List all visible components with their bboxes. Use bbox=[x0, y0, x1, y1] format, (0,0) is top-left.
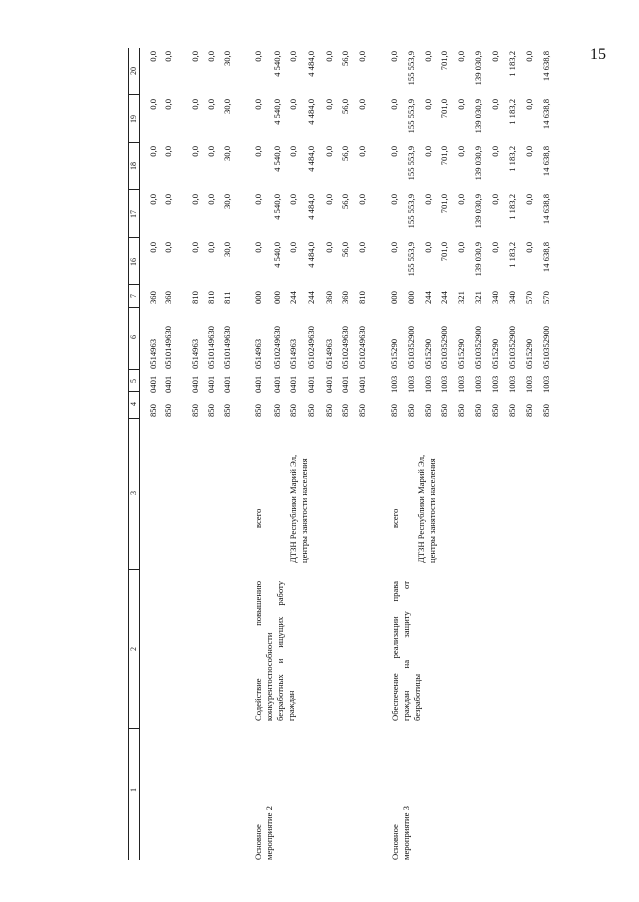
value-col-17: 0,0 bbox=[490, 194, 500, 205]
value-col-20: 139 030,9 bbox=[473, 51, 483, 86]
value-col-19: 30,0 bbox=[222, 99, 232, 115]
expense-type: 244 bbox=[306, 291, 316, 304]
value-col-18: 0,0 bbox=[253, 146, 263, 157]
section-code: 1003 bbox=[541, 375, 551, 393]
grbs-code: 850 bbox=[190, 404, 200, 417]
target-article: 0515290 bbox=[456, 338, 466, 369]
target-article: 0514963 bbox=[288, 338, 298, 369]
value-col-17: 155 553,9 bbox=[406, 194, 416, 229]
value-col-16: 155 553,9 bbox=[406, 242, 416, 277]
value-col-18: 0,0 bbox=[190, 146, 200, 157]
group-1-description bbox=[253, 581, 297, 721]
header-separator bbox=[128, 418, 139, 419]
group-name-line: Основное bbox=[253, 824, 263, 860]
header-separator bbox=[128, 728, 139, 729]
group-2-total-label: всего bbox=[390, 508, 400, 528]
expense-type: 321 bbox=[456, 291, 466, 304]
grbs-code: 850 bbox=[253, 404, 263, 417]
executor-line: центры занятости населения bbox=[427, 458, 437, 563]
value-col-16: 0,0 bbox=[324, 242, 334, 253]
section-code: 1003 bbox=[456, 375, 466, 393]
value-col-19: 56,0 bbox=[340, 99, 350, 115]
value-col-17: 0,0 bbox=[324, 194, 334, 205]
column-header: 19 bbox=[129, 115, 138, 123]
header-separator bbox=[128, 284, 139, 285]
target-article: 0510249630 bbox=[306, 326, 316, 369]
column-header: 6 bbox=[129, 335, 138, 339]
description-line: безработных и ищущих работу bbox=[275, 581, 285, 721]
value-col-19: 155 553,9 bbox=[406, 99, 416, 134]
expense-type: 811 bbox=[222, 291, 232, 304]
section-code: 0401 bbox=[340, 375, 350, 393]
group-2-executor bbox=[416, 418, 438, 563]
expense-type: 000 bbox=[253, 291, 263, 304]
value-col-17: 0,0 bbox=[163, 194, 173, 205]
value-col-17: 0,0 bbox=[423, 194, 433, 205]
value-col-17: 0,0 bbox=[206, 194, 216, 205]
group-1-executor bbox=[288, 418, 310, 563]
value-col-18: 0,0 bbox=[148, 146, 158, 157]
value-col-19: 139 030,9 bbox=[473, 99, 483, 134]
value-col-18: 0,0 bbox=[288, 146, 298, 157]
grbs-code: 850 bbox=[206, 404, 216, 417]
value-col-18: 0,0 bbox=[456, 146, 466, 157]
group-1-name bbox=[253, 740, 275, 860]
section-code: 0401 bbox=[324, 375, 334, 393]
grbs-code: 850 bbox=[524, 404, 534, 417]
grbs-code: 850 bbox=[163, 404, 173, 417]
value-col-20: 56,0 bbox=[340, 51, 350, 67]
value-col-19: 0,0 bbox=[288, 99, 298, 110]
value-col-20: 30,0 bbox=[222, 51, 232, 67]
value-col-19: 0,0 bbox=[357, 99, 367, 110]
column-header: 2 bbox=[129, 647, 138, 651]
value-col-16: 0,0 bbox=[389, 242, 399, 253]
rotated-table bbox=[128, 48, 598, 860]
target-article: 0514963 bbox=[253, 338, 263, 369]
section-code: 1003 bbox=[473, 375, 483, 393]
target-article: 0514963 bbox=[324, 338, 334, 369]
value-col-17: 0,0 bbox=[190, 194, 200, 205]
value-col-17: 139 030,9 bbox=[473, 194, 483, 229]
grbs-code: 850 bbox=[357, 404, 367, 417]
value-col-17: 701,0 bbox=[439, 194, 449, 214]
grbs-code: 850 bbox=[439, 404, 449, 417]
section-code: 0401 bbox=[253, 375, 263, 393]
value-col-16: 0,0 bbox=[524, 242, 534, 253]
section-code: 0401 bbox=[148, 375, 158, 393]
expense-type: 321 bbox=[473, 291, 483, 304]
value-col-18: 14 638,8 bbox=[541, 146, 551, 177]
description-line: Обеспечение реализации права bbox=[390, 581, 400, 721]
section-code: 1003 bbox=[389, 375, 399, 393]
expense-type: 570 bbox=[524, 291, 534, 304]
expense-type: 244 bbox=[423, 291, 433, 304]
executor-line: центры занятости населения bbox=[299, 458, 309, 563]
value-col-19: 0,0 bbox=[148, 99, 158, 110]
value-col-20: 0,0 bbox=[288, 51, 298, 62]
value-col-20: 701,0 bbox=[439, 51, 449, 71]
header-separator bbox=[128, 189, 139, 190]
value-col-20: 0,0 bbox=[253, 51, 263, 62]
expense-type: 000 bbox=[272, 291, 282, 304]
value-col-20: 0,0 bbox=[324, 51, 334, 62]
group-name-line: Основное bbox=[390, 824, 400, 860]
value-col-16: 0,0 bbox=[148, 242, 158, 253]
value-col-17: 0,0 bbox=[253, 194, 263, 205]
value-col-19: 0,0 bbox=[253, 99, 263, 110]
column-header: 3 bbox=[129, 491, 138, 495]
target-article: 0510149630 bbox=[163, 326, 173, 369]
section-code: 0401 bbox=[190, 375, 200, 393]
value-col-18: 0,0 bbox=[357, 146, 367, 157]
value-col-18: 701,0 bbox=[439, 146, 449, 166]
value-col-16: 0,0 bbox=[163, 242, 173, 253]
value-col-20: 0,0 bbox=[190, 51, 200, 62]
value-col-16: 0,0 bbox=[206, 242, 216, 253]
grbs-code: 850 bbox=[507, 404, 517, 417]
value-col-19: 4 540,0 bbox=[272, 99, 282, 125]
value-col-18: 56,0 bbox=[340, 146, 350, 162]
target-article: 0510352900 bbox=[406, 326, 416, 369]
value-col-17: 0,0 bbox=[456, 194, 466, 205]
value-col-19: 14 638,8 bbox=[541, 99, 551, 130]
expense-type: 360 bbox=[148, 291, 158, 304]
value-col-19: 0,0 bbox=[163, 99, 173, 110]
target-article: 0510249630 bbox=[357, 326, 367, 369]
section-code: 1003 bbox=[524, 375, 534, 393]
value-col-19: 0,0 bbox=[423, 99, 433, 110]
column-header: 17 bbox=[129, 210, 138, 218]
target-article: 0510352900 bbox=[439, 326, 449, 369]
expense-type: 360 bbox=[324, 291, 334, 304]
target-article: 0514963 bbox=[190, 338, 200, 369]
value-col-16: 139 030,9 bbox=[473, 242, 483, 277]
group-2-description bbox=[390, 581, 423, 721]
value-col-16: 0,0 bbox=[490, 242, 500, 253]
column-header: 1 bbox=[129, 788, 138, 792]
expense-type: 360 bbox=[163, 291, 173, 304]
value-col-19: 701,0 bbox=[439, 99, 449, 119]
value-col-20: 0,0 bbox=[206, 51, 216, 62]
section-code: 0401 bbox=[306, 375, 316, 393]
expense-type: 570 bbox=[541, 291, 551, 304]
value-col-20: 14 638,8 bbox=[541, 51, 551, 82]
section-code: 0401 bbox=[163, 375, 173, 393]
value-col-17: 14 638,8 bbox=[541, 194, 551, 225]
value-col-18: 0,0 bbox=[163, 146, 173, 157]
expense-type: 810 bbox=[190, 291, 200, 304]
executor-line: ДТЗН Республики Марий Эл, bbox=[416, 454, 426, 563]
group-name-line: мероприятие 3 bbox=[401, 806, 411, 860]
value-col-16: 0,0 bbox=[190, 242, 200, 253]
grbs-code: 850 bbox=[406, 404, 416, 417]
section-code: 0401 bbox=[357, 375, 367, 393]
value-col-18: 30,0 bbox=[222, 146, 232, 162]
target-article: 0510249630 bbox=[272, 326, 282, 369]
value-col-20: 0,0 bbox=[490, 51, 500, 62]
header-separator bbox=[128, 237, 139, 238]
value-col-19: 4 484,0 bbox=[306, 99, 316, 125]
value-col-17: 1 183,2 bbox=[507, 194, 517, 220]
grbs-code: 850 bbox=[456, 404, 466, 417]
value-col-18: 0,0 bbox=[324, 146, 334, 157]
value-col-18: 4 540,0 bbox=[272, 146, 282, 172]
value-col-16: 30,0 bbox=[222, 242, 232, 258]
value-col-16: 0,0 bbox=[456, 242, 466, 253]
target-article: 0515290 bbox=[423, 338, 433, 369]
value-col-16: 0,0 bbox=[253, 242, 263, 253]
value-col-16: 14 638,8 bbox=[541, 242, 551, 273]
description-line: безработицы bbox=[412, 674, 422, 721]
target-article: 0510352900 bbox=[541, 326, 551, 369]
value-col-17: 30,0 bbox=[222, 194, 232, 210]
column-header: 7 bbox=[129, 294, 138, 298]
value-col-20: 0,0 bbox=[357, 51, 367, 62]
column-header: 4 bbox=[129, 402, 138, 406]
expense-type: 340 bbox=[507, 291, 517, 304]
expense-type: 360 bbox=[340, 291, 350, 304]
expense-type: 810 bbox=[357, 291, 367, 304]
section-code: 0401 bbox=[222, 375, 232, 393]
grbs-code: 850 bbox=[389, 404, 399, 417]
value-col-20: 1 183,2 bbox=[507, 51, 517, 77]
grbs-code: 850 bbox=[306, 404, 316, 417]
section-code: 0401 bbox=[288, 375, 298, 393]
value-col-16: 0,0 bbox=[288, 242, 298, 253]
section-code: 1003 bbox=[423, 375, 433, 393]
value-col-16: 4 484,0 bbox=[306, 242, 316, 268]
page-number: 15 bbox=[590, 46, 606, 63]
grbs-code: 850 bbox=[148, 404, 158, 417]
section-code: 1003 bbox=[507, 375, 517, 393]
value-col-17: 0,0 bbox=[148, 194, 158, 205]
value-col-19: 0,0 bbox=[490, 99, 500, 110]
target-article: 0515290 bbox=[490, 338, 500, 369]
value-col-18: 0,0 bbox=[389, 146, 399, 157]
grbs-code: 850 bbox=[490, 404, 500, 417]
value-col-16: 0,0 bbox=[357, 242, 367, 253]
header-separator bbox=[128, 391, 139, 392]
section-code: 1003 bbox=[406, 375, 416, 393]
value-col-19: 0,0 bbox=[190, 99, 200, 110]
value-col-18: 0,0 bbox=[206, 146, 216, 157]
target-article: 0515290 bbox=[524, 338, 534, 369]
grbs-code: 850 bbox=[272, 404, 282, 417]
value-col-20: 0,0 bbox=[148, 51, 158, 62]
section-code: 0401 bbox=[272, 375, 282, 393]
value-col-20: 4 540,0 bbox=[272, 51, 282, 77]
value-col-17: 0,0 bbox=[524, 194, 534, 205]
executor-line: ДТЗН Республики Марий Эл, bbox=[288, 454, 298, 563]
section-code: 1003 bbox=[439, 375, 449, 393]
group-2-name bbox=[390, 740, 412, 860]
header-separator bbox=[128, 569, 139, 570]
value-col-19: 0,0 bbox=[524, 99, 534, 110]
value-col-20: 4 484,0 bbox=[306, 51, 316, 77]
value-col-16: 0,0 bbox=[423, 242, 433, 253]
grbs-code: 850 bbox=[541, 404, 551, 417]
header-bottom-rule bbox=[139, 48, 140, 860]
value-col-18: 4 484,0 bbox=[306, 146, 316, 172]
value-col-18: 139 030,9 bbox=[473, 146, 483, 181]
value-col-17: 0,0 bbox=[389, 194, 399, 205]
header-separator bbox=[128, 142, 139, 143]
value-col-17: 0,0 bbox=[357, 194, 367, 205]
grbs-code: 850 bbox=[324, 404, 334, 417]
value-col-20: 0,0 bbox=[423, 51, 433, 62]
target-article: 0515290 bbox=[389, 338, 399, 369]
description-line: Содействие повышению bbox=[253, 581, 263, 721]
column-header: 16 bbox=[129, 258, 138, 266]
value-col-20: 0,0 bbox=[163, 51, 173, 62]
expense-type: 000 bbox=[389, 291, 399, 304]
section-code: 1003 bbox=[490, 375, 500, 393]
value-col-17: 0,0 bbox=[288, 194, 298, 205]
value-col-20: 0,0 bbox=[524, 51, 534, 62]
column-header: 20 bbox=[129, 67, 138, 75]
target-article: 0510149630 bbox=[222, 326, 232, 369]
grbs-code: 850 bbox=[340, 404, 350, 417]
value-col-19: 0,0 bbox=[324, 99, 334, 110]
value-col-16: 56,0 bbox=[340, 242, 350, 258]
value-col-18: 0,0 bbox=[423, 146, 433, 157]
header-separator bbox=[128, 94, 139, 95]
value-col-19: 1 183,2 bbox=[507, 99, 517, 125]
value-col-19: 0,0 bbox=[206, 99, 216, 110]
grbs-code: 850 bbox=[473, 404, 483, 417]
value-col-18: 0,0 bbox=[524, 146, 534, 157]
expense-type: 244 bbox=[439, 291, 449, 304]
grbs-code: 850 bbox=[423, 404, 433, 417]
value-col-19: 0,0 bbox=[389, 99, 399, 110]
value-col-16: 701,0 bbox=[439, 242, 449, 262]
value-col-19: 0,0 bbox=[456, 99, 466, 110]
value-col-18: 1 183,2 bbox=[507, 146, 517, 172]
header-separator bbox=[128, 307, 139, 308]
value-col-20: 0,0 bbox=[389, 51, 399, 62]
target-article: 0510149630 bbox=[206, 326, 216, 369]
target-article: 0514963 bbox=[148, 338, 158, 369]
grbs-code: 850 bbox=[288, 404, 298, 417]
value-col-17: 4 540,0 bbox=[272, 194, 282, 220]
group-1-total-label: всего bbox=[253, 508, 263, 528]
group-name-line: мероприятие 2 bbox=[264, 806, 274, 860]
description-line: граждан bbox=[286, 690, 296, 721]
value-col-17: 4 484,0 bbox=[306, 194, 316, 220]
target-article: 0510352900 bbox=[473, 326, 483, 369]
value-col-17: 56,0 bbox=[340, 194, 350, 210]
description-line: граждан на защиту от bbox=[401, 581, 411, 721]
column-header: 5 bbox=[129, 379, 138, 383]
description-line: конкурентоспособности bbox=[264, 632, 274, 721]
grbs-code: 850 bbox=[222, 404, 232, 417]
value-col-18: 0,0 bbox=[490, 146, 500, 157]
value-col-20: 0,0 bbox=[456, 51, 466, 62]
value-col-18: 155 553,9 bbox=[406, 146, 416, 181]
value-col-20: 155 553,9 bbox=[406, 51, 416, 86]
section-code: 0401 bbox=[206, 375, 216, 393]
expense-type: 810 bbox=[206, 291, 216, 304]
column-header: 18 bbox=[129, 162, 138, 170]
expense-type: 000 bbox=[406, 291, 416, 304]
value-col-16: 4 540,0 bbox=[272, 242, 282, 268]
expense-type: 244 bbox=[288, 291, 298, 304]
target-article: 0510249630 bbox=[340, 326, 350, 369]
target-article: 0510352900 bbox=[507, 326, 517, 369]
value-col-16: 1 183,2 bbox=[507, 242, 517, 268]
expense-type: 340 bbox=[490, 291, 500, 304]
header-separator bbox=[128, 369, 139, 370]
